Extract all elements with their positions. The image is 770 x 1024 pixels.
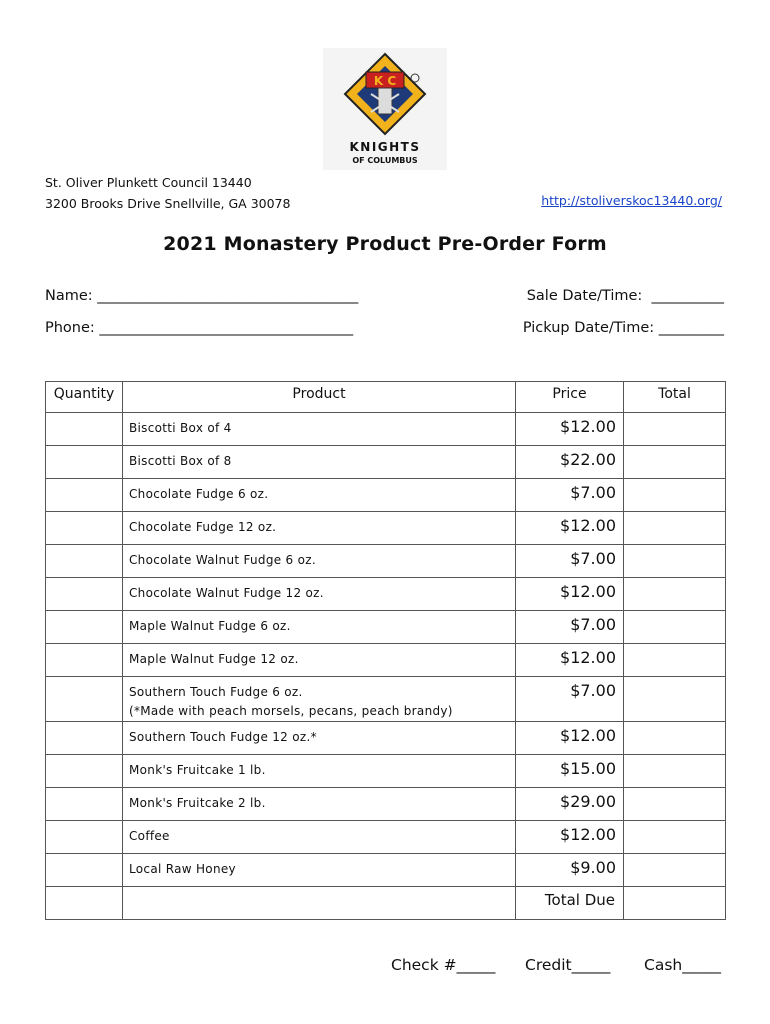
product-name: Local Raw Honey (129, 862, 236, 876)
table-row (46, 512, 726, 545)
svg-text:K C: K C (373, 74, 397, 88)
quantity-header: Quantity (46, 382, 123, 413)
price-header: Price (516, 382, 624, 413)
total-cell[interactable] (624, 611, 726, 644)
product-name: Monk's Fruitcake 1 lb. (129, 763, 266, 777)
product-cell (123, 644, 516, 677)
product-name: Southern Touch Fudge 6 oz. (129, 685, 303, 699)
product-name: Monk's Fruitcake 2 lb. (129, 796, 266, 810)
total-header: Total (624, 382, 726, 413)
total-cell[interactable] (624, 446, 726, 479)
sale-date-field[interactable]: Sale Date/Time: __________ (526, 288, 724, 304)
product-cell (123, 854, 516, 887)
product-name: Chocolate Fudge 12 oz. (129, 520, 277, 534)
product-cell (123, 722, 516, 755)
table-row (46, 788, 726, 821)
price-cell: $12.00 (516, 821, 624, 854)
knights-of-columbus-logo (323, 48, 447, 170)
product-cell (123, 611, 516, 644)
product-cell (123, 788, 516, 821)
product-cell (123, 479, 516, 512)
table-row (46, 854, 726, 887)
form-title: 2021 Monastery Product Pre-Order Form (163, 233, 607, 255)
product-header: Product (123, 382, 516, 413)
product-cell (123, 413, 516, 446)
product-name: Southern Touch Fudge 12 oz.* (129, 730, 317, 744)
table-row (46, 413, 726, 446)
total-cell[interactable] (624, 722, 726, 755)
table-row (46, 545, 726, 578)
quantity-cell[interactable] (46, 446, 123, 479)
product-name: Chocolate Walnut Fudge 6 oz. (129, 553, 316, 567)
quantity-cell[interactable] (46, 677, 123, 722)
price-cell: $12.00 (516, 413, 624, 446)
price-cell: $12.00 (516, 512, 624, 545)
product-cell (123, 446, 516, 479)
table-row (46, 677, 726, 722)
quantity-cell[interactable] (46, 545, 123, 578)
total-cell[interactable] (624, 512, 726, 545)
table-row (46, 578, 726, 611)
price-cell: $29.00 (516, 788, 624, 821)
total-cell[interactable] (624, 479, 726, 512)
product-cell (123, 578, 516, 611)
quantity-cell[interactable] (46, 788, 123, 821)
quantity-cell[interactable] (46, 821, 123, 854)
total-cell[interactable] (624, 788, 726, 821)
total-cell[interactable] (624, 854, 726, 887)
product-cell (123, 821, 516, 854)
product-name: Chocolate Walnut Fudge 12 oz. (129, 586, 324, 600)
quantity-cell[interactable] (46, 512, 123, 545)
price-cell: $22.00 (516, 446, 624, 479)
product-cell (123, 755, 516, 788)
check-number-field[interactable]: Check #_____ (391, 956, 496, 974)
product-name: Maple Walnut Fudge 12 oz. (129, 652, 299, 666)
quantity-cell[interactable] (46, 611, 123, 644)
product-name: Maple Walnut Fudge 6 oz. (129, 619, 291, 633)
credit-field[interactable]: Credit_____ (525, 956, 611, 974)
table-row (46, 611, 726, 644)
table-row (46, 755, 726, 788)
table-row (46, 446, 726, 479)
quantity-cell[interactable] (46, 578, 123, 611)
product-name: Biscotti Box of 8 (129, 454, 232, 468)
product-note: (*Made with peach morsels, pecans, peach brandy) (129, 704, 453, 718)
council-name: St. Oliver Plunkett Council 13440 (45, 175, 252, 190)
total-due-value-cell[interactable] (624, 887, 726, 920)
total-cell[interactable] (624, 821, 726, 854)
quantity-cell[interactable] (46, 755, 123, 788)
price-cell: $7.00 (516, 611, 624, 644)
table-header-row (46, 382, 726, 413)
total-cell[interactable] (624, 644, 726, 677)
table-row (46, 722, 726, 755)
total-due-product-cell (123, 887, 516, 920)
product-name: Biscotti Box of 4 (129, 421, 232, 435)
order-table (45, 381, 726, 920)
svg-text:KNIGHTS: KNIGHTS (349, 140, 421, 154)
table-row (46, 821, 726, 854)
total-due-qty-cell (46, 887, 123, 920)
price-cell: $12.00 (516, 578, 624, 611)
quantity-cell[interactable] (46, 644, 123, 677)
product-cell (123, 512, 516, 545)
price-cell: $9.00 (516, 854, 624, 887)
cash-field[interactable]: Cash_____ (644, 956, 721, 974)
total-cell[interactable] (624, 578, 726, 611)
price-cell: $12.00 (516, 722, 624, 755)
total-due-label: Total Due (516, 887, 624, 920)
svg-text:OF COLUMBUS: OF COLUMBUS (352, 156, 418, 165)
total-cell[interactable] (624, 545, 726, 578)
table-row (46, 644, 726, 677)
pickup-date-field[interactable]: Pickup Date/Time: _________ (522, 320, 724, 336)
product-cell (123, 677, 516, 722)
quantity-cell[interactable] (46, 722, 123, 755)
name-field[interactable]: Name: ____________________________________ (45, 288, 359, 304)
price-cell: $15.00 (516, 755, 624, 788)
price-cell: $12.00 (516, 644, 624, 677)
quantity-cell[interactable] (46, 854, 123, 887)
product-name: Coffee (129, 829, 170, 843)
product-name: Chocolate Fudge 6 oz. (129, 487, 269, 501)
quantity-cell[interactable] (46, 413, 123, 446)
council-website-link[interactable]: http://stoliverskoc13440.org/ (541, 193, 722, 208)
price-cell: $7.00 (516, 677, 624, 722)
table-row (46, 479, 726, 512)
phone-field[interactable]: Phone: ___________________________________ (45, 320, 354, 336)
price-cell: $7.00 (516, 545, 624, 578)
price-cell: $7.00 (516, 479, 624, 512)
total-cell[interactable] (624, 413, 726, 446)
council-address: 3200 Brooks Drive Snellville, GA 30078 (45, 196, 291, 211)
total-due-row (46, 887, 726, 920)
total-cell[interactable] (624, 755, 726, 788)
council-info (45, 172, 290, 214)
product-cell (123, 545, 516, 578)
total-cell[interactable] (624, 677, 726, 722)
quantity-cell[interactable] (46, 479, 123, 512)
